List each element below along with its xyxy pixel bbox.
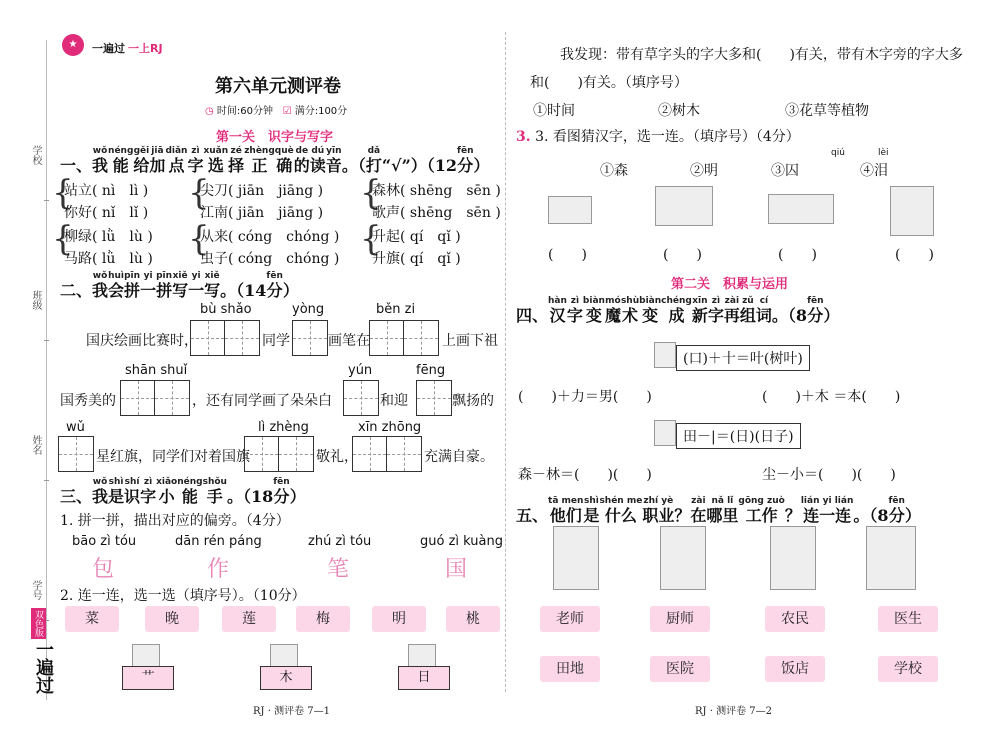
writing-grid[interactable] [369, 320, 439, 356]
q1-item[interactable]: 虫子( cóng chóng ) [200, 251, 340, 267]
q1-item[interactable]: 站立( nì lì ) [64, 183, 149, 199]
q1-heading: 一、 wǒ 我 néng 能 gěi 给 jiā 加 diǎn 点 zì 字 xuǎn 选 zé 择 zhèng 正 què 确 de 的 dú 读 yīn 音 。（ dǎ 打 “√”）（12 fēn 分 ） [60, 146, 490, 175]
char-tag[interactable]: 明 [372, 606, 426, 632]
q1-item[interactable]: 升起( qí qǐ ) [372, 229, 461, 245]
trace-char[interactable]: 包 [92, 557, 115, 582]
checkbox-icon: ☑ [282, 106, 292, 117]
option: ②树木 [658, 103, 700, 119]
pinyin-char: gōng zuò 工作 [738, 496, 785, 525]
grid-pinyin: bù shǎo [200, 302, 252, 317]
pinyin-char: zǔ 组 [739, 296, 756, 325]
job-tag[interactable]: 厨师 [650, 606, 710, 632]
pinyin-char: lián yi lián 连一连 [800, 496, 854, 525]
pinyin-char: zài 再 [723, 296, 740, 325]
radical-pinyin: bāo zì tóu [72, 534, 137, 549]
radical-box[interactable]: 木 [260, 666, 312, 690]
page-title: 第六单元测评卷 [215, 76, 341, 97]
example-box: (口)＋十＝叶(树叶) [676, 345, 810, 371]
pinyin-char: zì 字 [187, 146, 204, 175]
cartoon-cow-image [270, 644, 298, 668]
trace-char[interactable]: 笔 [327, 557, 350, 582]
pinyin-char: xuǎn 选 [203, 146, 229, 175]
q3-right-title: 3. 3. 看图猜汉字，选一连。（填序号）（4分） [516, 129, 800, 145]
cartoon-tiger-image [408, 644, 436, 668]
q2-text: 画笔在 [328, 333, 370, 349]
place-tag[interactable]: 医院 [650, 656, 710, 682]
pinyin-char: cí 词 [755, 296, 772, 325]
radical-box[interactable]: 艹 [122, 666, 174, 690]
logo-icon: ★ [62, 34, 84, 56]
q1-item[interactable]: 马路( lǜ lù ) [64, 251, 153, 267]
pinyin-char: xiě 写 [172, 271, 189, 300]
margin-label-school: 学校 [30, 145, 41, 165]
pinyin-char: chéng 成 [661, 296, 692, 325]
writing-grid[interactable] [343, 380, 379, 416]
q2-text: 星红旗，同学们对着国旗 [96, 449, 250, 465]
grid-pinyin: lì zhèng [258, 420, 309, 435]
chef-character-image [553, 526, 599, 590]
char-tag[interactable]: 莲 [222, 606, 276, 632]
grid-pinyin: wǔ [66, 420, 85, 435]
pic-label: ③囚 [771, 163, 799, 179]
q3-sub2: 2. 连一连，选一选（填序号）。（10分） [60, 588, 306, 604]
q1-item[interactable]: 尖刀( jiān jiāng ) [200, 183, 324, 199]
pinyin-char: zhí yè 职业 [642, 496, 675, 525]
q5-heading: 五、 tā men 他们 shì 是 shén me 什么 zhí yè 职业 ？ zài 在 nǎ lǐ 哪里 gōng zuò 工作 ？ lián yi lián 连一连 。（8 fēn 分 ） [516, 496, 921, 525]
spine-brand: 一遍过 [33, 640, 54, 694]
grid-pinyin: běn zi [376, 302, 416, 317]
pinyin-char: ？ [784, 506, 801, 525]
pinyin-char: yīn 音 [325, 146, 342, 175]
pinyin-char: xiě 写 [204, 271, 221, 300]
discover-line2: 和( )有关。（填序号） [530, 75, 688, 91]
equation[interactable]: ( )＋木 ＝本( ) [762, 389, 901, 405]
writing-grid[interactable] [352, 436, 422, 472]
grid-pinyin: xīn zhōng [358, 420, 422, 435]
trace-char[interactable]: 国 [445, 557, 468, 582]
section2-title: 第二关 积累与运用 [671, 277, 789, 292]
q3-sub1: 1. 拼一拼，描出对应的偏旁。（4分） [60, 513, 290, 529]
grid-pinyin: fēng [416, 363, 446, 378]
equation[interactable]: ( )＋力＝男( ) [518, 389, 652, 405]
q1-item[interactable]: 森林( shēng sēn ) [372, 183, 501, 199]
char-tag[interactable]: 晚 [145, 606, 199, 632]
equation[interactable]: 尘－小＝( )( ) [762, 467, 896, 483]
pinyin-char: shì 是 [108, 477, 125, 506]
answer-blank[interactable]: ( ) [548, 247, 587, 263]
radical-pinyin: guó zì kuàng [420, 534, 503, 549]
teacher-character-image [770, 526, 816, 590]
cartoon-pig-image [132, 644, 160, 668]
q2-text: 飘扬的 [452, 393, 494, 409]
q1-item[interactable]: 升旗( qí qǐ ) [372, 251, 461, 267]
q4-heading: 四、 hàn 汉 zì 字 biàn 变 mó 魔 shù 术 biàn 变 chéng 成 xīn 新 zì 字 zài 再 zǔ 组 cí 词 。（8 fēn 分 ） [516, 296, 840, 325]
q2-text: 同学 [262, 333, 290, 349]
spine-badge: 双色版 [31, 608, 46, 639]
writing-grid[interactable] [120, 380, 190, 416]
doctor-character-image [660, 526, 706, 590]
q2-text: 国秀美的 [60, 393, 116, 409]
margin-label-class: 班级 [30, 290, 41, 310]
pinyin-char: jiā 加 [149, 146, 166, 175]
char-tag[interactable]: 桃 [446, 606, 500, 632]
pinyin-char: wǒ 我 [92, 271, 109, 300]
pinyin-char: wǒ 我 [92, 146, 109, 175]
pinyin-char: shǒu 手 [202, 477, 227, 506]
radical-pinyin: zhú zì tóu [308, 534, 372, 549]
place-tag[interactable]: 田地 [540, 656, 600, 682]
pic-pinyin: lèi [878, 148, 889, 158]
pinyin-char: mó 魔 [604, 296, 621, 325]
place-tag[interactable]: 饭店 [765, 656, 825, 682]
q2-text: 敬礼， [316, 449, 358, 465]
sun-moon-image [768, 194, 834, 224]
job-tag[interactable]: 老师 [540, 606, 600, 632]
option: ①时间 [533, 103, 575, 119]
answer-blank[interactable]: ( ) [895, 247, 934, 263]
q1-item[interactable]: 柳绿( lǜ lù ) [64, 229, 153, 245]
q1-item[interactable]: 江南( jiān jiāng ) [200, 205, 324, 221]
pinyin-char: xīn 新 [691, 296, 708, 325]
answer-blank[interactable]: ( ) [778, 247, 817, 263]
pinyin-char: zì 字 [140, 477, 157, 506]
margin-label-number: 学号 [30, 580, 41, 600]
pinyin-char: ？ [674, 506, 691, 525]
pinyin-char: de 的 [293, 146, 310, 175]
writing-grid[interactable] [416, 380, 452, 416]
pinyin-char: nǎ lǐ 哪里 [706, 496, 739, 525]
q2-text: 和迎 [380, 393, 408, 409]
pinyin-char: pīn 拼 [156, 271, 173, 300]
q2-text: ，还有同学画了朵朵白 [192, 393, 332, 409]
pinyin-char: shí 识 [124, 477, 141, 506]
pinyin-char: wǒ 我 [92, 477, 109, 506]
radical-pinyin: dān rén páng [175, 534, 262, 549]
q1-item[interactable]: 你好( nǐ lǐ ) [64, 205, 149, 221]
pinyin-char: yi 一 [188, 271, 205, 300]
binding-line [46, 40, 47, 700]
pinyin-char: yi 一 [140, 271, 157, 300]
pinyin-char: diǎn 点 [165, 146, 188, 175]
answer-blank[interactable]: ( ) [663, 247, 702, 263]
pinyin-char: biàn 变 [639, 296, 662, 325]
job-tag[interactable]: 医生 [878, 606, 938, 632]
exam-page: 学校 班级 姓名 学号 一遍过 双色版 ★ 一遍过 一上RJ 第六单元测评卷 ◷ 时间:60分钟 ☑ 满分:100分 第一关 识字与写字 一、 wǒ 我 néng 能 gěi 给 jiā 加 diǎn 点 zì 字 xuǎn 选 zé 择 zhèng 正 què 确 de 的 dú 读 yīn 音 。（ dǎ 打 “√”）（12 fēn 分 ） { 站立( nì lì ) 你好( nǐ lǐ ) { 尖刀( jiān jiāng ) 江南( jiān jiāng ) { 森林( shēng sēn ) 歌声( shēng sēn ) { 柳绿( lǜ lù ) 马路( lǜ lù ) { 从来( cóng chóng ) 虫子( cóng chóng ) { 升起( qí qǐ ) 升旗( qí qǐ ) 二、 wǒ 我 huì 会 pīn 拼 yi 一 pīn 拼 xiě 写 yi 一 xiě 写 。（14 fēn 分 ） bù shǎo yòng běn zi 国庆绘画比赛时， 同学 画笔在 上画下祖 shān shuǐ yún fēng 国秀美的 ，还有同学画了朵朵白 和迎 飘扬的 wǔ lì zhèng xīn zhōng 星红旗，同学们对着国旗 敬礼， 充满自豪。 三、 wǒ 我 shì 是 shí 识 zì 字 xiǎo 小 néng 能 shǒu 手 。（18 fēn 分 ） 1. 拼一拼，描出对应的偏旁。（4分） bāo zì tóu dān rén páng zhú zì tóu guó zì kuàng 包 作 笔 国 2. 连一连，选一选（填序号）。（10分） 菜 晚 莲 梅 明 桃 艹 木 日 RJ · 测评卷 7—1 我发现：带有草字头的字大多和( )有关，带有木字旁的字大多 和( )有关。（填序号） ①时间 ②树木 ③花草等植物 3. 3. 看图猜汉字，选一连。（填序号）（4分） qiú lèi ①森 ②明 ③囚 ④泪 ( ) ( ) ( ) ( ) 第二关 积累与运用 四、 hàn 汉 zì 字 biàn 变 mó 魔 shù 术 biàn 变 chéng 成 xīn 新 zì 字 zài 再 zǔ 组 cí 词 。（8 fēn 分 ） (口)＋十＝叶(树叶) ( )＋力＝男( ) ( )＋木 ＝本( ) 田－|＝(日)(日子) 森－林＝( )( ) 尘－小＝( )( ) 五、 tā men 他们 shì 是 shén me 什么 zhí yè 职业 ？ zài 在 nǎ lǐ 哪里 gōng zuò 工作 ？ lián yi lián 连一连 。（8 fēn 分 ） 老师 厨师 农民 医生 田地 医院 饭店 学校 RJ · 测评卷 7—2 [0, 0, 1000, 735]
example-box: 田－|＝(日)(日子) [676, 423, 801, 449]
pic-label: ①森 [600, 163, 628, 179]
writing-grid[interactable] [58, 436, 94, 472]
pinyin-char: què 确 [274, 146, 294, 175]
char-tag[interactable]: 菜 [65, 606, 119, 632]
writing-grid[interactable] [190, 320, 260, 356]
q2-text: 上画下祖 [442, 333, 498, 349]
pinyin-char: zhèng 正 [244, 146, 275, 175]
pic-pinyin: qiú [831, 148, 845, 158]
writing-grid[interactable] [244, 436, 314, 472]
pinyin-char: néng 能 [177, 477, 203, 506]
q2-text: 国庆绘画比赛时， [86, 333, 198, 349]
option: ③花草等植物 [785, 103, 869, 119]
grid-pinyin: yún [348, 363, 373, 378]
grid-pinyin: shān shuǐ [125, 363, 188, 378]
radical-box[interactable]: 日 [398, 666, 450, 690]
section1-title: 第一关 识字与写字 [216, 130, 334, 145]
pinyin-char: shù 术 [620, 296, 640, 325]
farmer-character-image [866, 526, 916, 590]
pinyin-char: shén me 什么 [599, 496, 643, 525]
margin-label-name: 姓名 [30, 435, 41, 455]
pinyin-char: zài 在 [690, 496, 707, 525]
page-number-right: RJ · 测评卷 7—2 [695, 706, 772, 717]
q2-heading: 二、 wǒ 我 huì 会 pīn 拼 yi 一 pīn 拼 xiě 写 yi 一 xiě 写 。（14 fēn 分 ） [60, 271, 299, 300]
pic-label: ④泪 [860, 163, 888, 179]
edition-label: 一上RJ [128, 42, 163, 55]
q2-text: 充满自豪。 [424, 449, 494, 465]
pinyin-char: huì 会 [108, 271, 125, 300]
pinyin-char: xiǎo 小 [156, 477, 178, 506]
rabbit-mascot-image [654, 342, 676, 368]
pinyin-char: néng 能 [108, 146, 134, 175]
time-meta: ◷ 时间:60分钟 ☑ 满分:100分 [205, 106, 348, 117]
pinyin-char: zì 字 [566, 296, 583, 325]
pinyin-char: dú 读 [309, 146, 326, 175]
discover-line1: 我发现：带有草字头的字大多和( )有关，带有木字旁的字大多 [560, 47, 963, 63]
writing-grid[interactable] [292, 320, 328, 356]
clock-icon: ◷ [205, 106, 214, 117]
trace-char[interactable]: 作 [207, 557, 230, 582]
forest-trees-image [655, 186, 713, 226]
page-number-left: RJ · 测评卷 7—1 [253, 706, 330, 717]
pinyin-char: pīn 拼 [124, 271, 141, 300]
char-tag[interactable]: 梅 [296, 606, 350, 632]
logo-text: 一遍过 [92, 42, 125, 55]
q3-heading: 三、 wǒ 我 shì 是 shí 识 zì 字 xiǎo 小 néng 能 shǒu 手 。（18 fēn 分 ） [60, 477, 306, 506]
pinyin-char: zì 字 [707, 296, 724, 325]
pinyin-char: gěi 给 [133, 146, 150, 175]
pinyin-char: tā men 他们 [548, 496, 584, 525]
pic-label: ②明 [690, 163, 718, 179]
crying-eyes-image [548, 196, 592, 224]
grid-pinyin: yòng [292, 302, 325, 317]
q1-item[interactable]: 歌声( shēng sēn ) [372, 205, 501, 221]
score-meta: 满分:100分 [294, 106, 348, 117]
page-divider [505, 32, 506, 692]
pinyin-char: shì 是 [583, 496, 600, 525]
equation[interactable]: 森－林＝( )( ) [518, 467, 652, 483]
pinyin-char: biàn 变 [582, 296, 605, 325]
place-tag[interactable]: 学校 [878, 656, 938, 682]
prisoner-image [890, 186, 934, 236]
q1-item[interactable]: 从来( cóng chóng ) [200, 229, 340, 245]
rabbit-mascot-image [654, 420, 676, 446]
pinyin-char: zé 择 [228, 146, 245, 175]
pinyin-char: hàn 汉 [548, 296, 567, 325]
job-tag[interactable]: 农民 [765, 606, 825, 632]
